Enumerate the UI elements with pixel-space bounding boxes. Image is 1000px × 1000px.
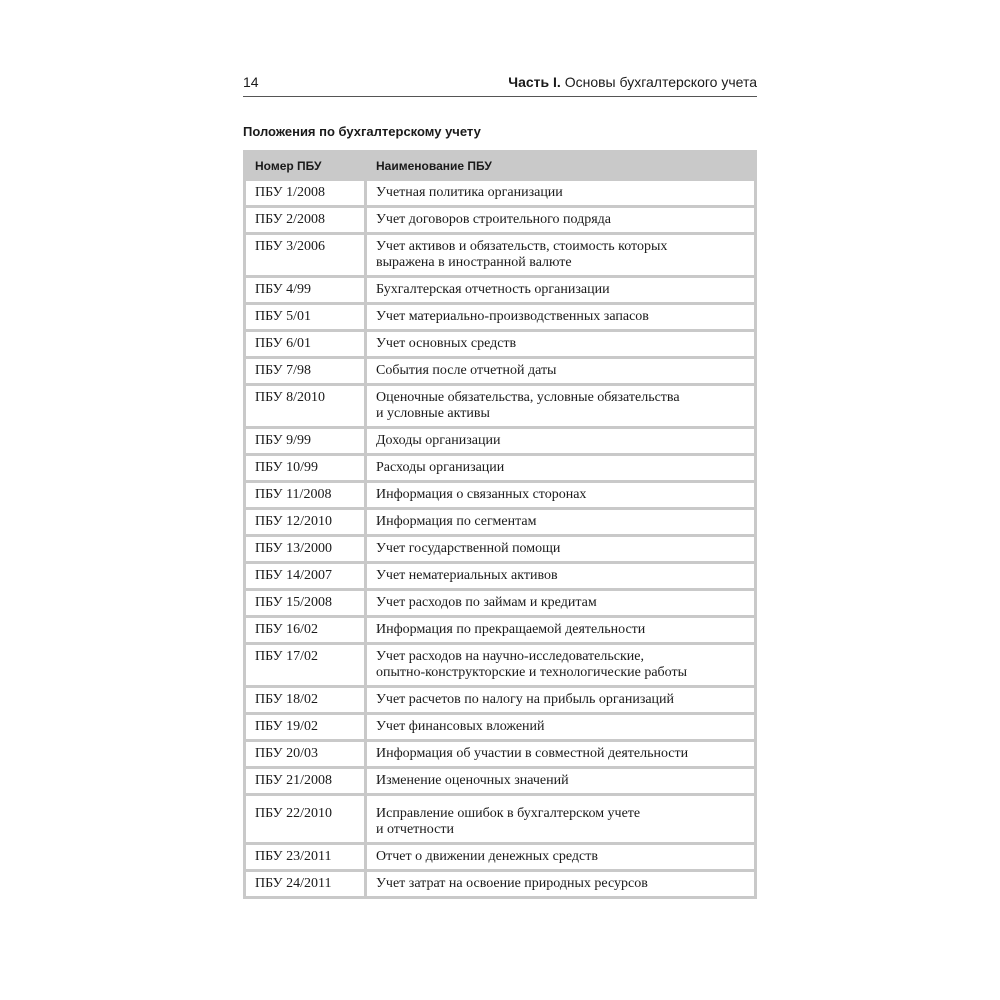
table-row: [246, 208, 754, 232]
pbu-table: [243, 150, 757, 899]
table-row: [246, 845, 754, 869]
pbu-name: Учет государственной помощи: [367, 537, 754, 561]
pbu-name: Отчет о движении денежных средств: [367, 845, 754, 869]
pbu-number: ПБУ 7/98: [246, 359, 364, 383]
table-row: [246, 359, 754, 383]
pbu-number: ПБУ 6/01: [246, 332, 364, 356]
table-row: [246, 796, 754, 842]
pbu-name: Учет расходов на научно-исследовательские, опытно-конструкторские и технологические работы: [367, 645, 754, 685]
table-header-row: [246, 153, 754, 178]
pbu-number: ПБУ 23/2011: [246, 845, 364, 869]
table-caption: Положения по бухгалтерскому учету: [243, 124, 481, 139]
pbu-number: ПБУ 4/99: [246, 278, 364, 302]
pbu-name: Учет финансовых вложений: [367, 715, 754, 739]
pbu-name: Учет расчетов по налогу на прибыль организаций: [367, 688, 754, 712]
pbu-name: Изменение оценочных значений: [367, 769, 754, 793]
pbu-name: Расходы организации: [367, 456, 754, 480]
running-head: [508, 74, 757, 90]
pbu-number: ПБУ 18/02: [246, 688, 364, 712]
pbu-number: ПБУ 15/2008: [246, 591, 364, 615]
pbu-name: Информация по сегментам: [367, 510, 754, 534]
table-row: [246, 645, 754, 685]
column-header-number: Номер ПБУ: [246, 153, 364, 178]
table-row: [246, 278, 754, 302]
table-row: [246, 564, 754, 588]
pbu-name: Учет затрат на освоение природных ресурсов: [367, 872, 754, 896]
pbu-number: ПБУ 10/99: [246, 456, 364, 480]
table-row: [246, 715, 754, 739]
pbu-number: ПБУ 20/03: [246, 742, 364, 766]
table-row: [246, 510, 754, 534]
pbu-number: ПБУ 16/02: [246, 618, 364, 642]
table-row: [246, 872, 754, 896]
table-row: [246, 618, 754, 642]
pbu-number: ПБУ 5/01: [246, 305, 364, 329]
part-title: Основы бухгалтерского учета: [564, 74, 757, 90]
page-header: [243, 70, 757, 97]
pbu-name: Доходы организации: [367, 429, 754, 453]
table-row: [246, 591, 754, 615]
table-row: [246, 456, 754, 480]
table-row: [246, 181, 754, 205]
pbu-name: Оценочные обязательства, условные обязательства и условные активы: [367, 386, 754, 426]
pbu-name: Учет основных средств: [367, 332, 754, 356]
pbu-number: ПБУ 19/02: [246, 715, 364, 739]
pbu-name: Бухгалтерская отчетность организации: [367, 278, 754, 302]
table-row: [246, 235, 754, 275]
table-row: [246, 386, 754, 426]
pbu-number: ПБУ 14/2007: [246, 564, 364, 588]
pbu-number: ПБУ 21/2008: [246, 769, 364, 793]
pbu-name: Учет материально-производственных запасов: [367, 305, 754, 329]
table-row: [246, 429, 754, 453]
table-row: [246, 483, 754, 507]
pbu-name: Учетная политика организации: [367, 181, 754, 205]
pbu-name: Учет активов и обязательств, стоимость которых выражена в иностранной валюте: [367, 235, 754, 275]
pbu-name: Информация о связанных сторонах: [367, 483, 754, 507]
pbu-name: Информация по прекращаемой деятельности: [367, 618, 754, 642]
pbu-number: ПБУ 8/2010: [246, 386, 364, 426]
pbu-number: ПБУ 24/2011: [246, 872, 364, 896]
pbu-number: ПБУ 11/2008: [246, 483, 364, 507]
page-number: 14: [243, 74, 259, 90]
pbu-number: ПБУ 2/2008: [246, 208, 364, 232]
pbu-number: ПБУ 12/2010: [246, 510, 364, 534]
pbu-number: ПБУ 13/2000: [246, 537, 364, 561]
column-header-name: Наименование ПБУ: [367, 153, 754, 178]
table-row: [246, 332, 754, 356]
pbu-number: ПБУ 22/2010: [246, 796, 364, 842]
pbu-name: Учет договоров строительного подряда: [367, 208, 754, 232]
table-row: [246, 537, 754, 561]
table-row: [246, 742, 754, 766]
table-row: [246, 305, 754, 329]
pbu-number: ПБУ 9/99: [246, 429, 364, 453]
table-row: [246, 769, 754, 793]
pbu-name: Информация об участии в совместной деятельности: [367, 742, 754, 766]
pbu-name: События после отчетной даты: [367, 359, 754, 383]
part-label: Часть I.: [508, 74, 561, 90]
pbu-number: ПБУ 1/2008: [246, 181, 364, 205]
pbu-name: Учет нематериальных активов: [367, 564, 754, 588]
pbu-name: Исправление ошибок в бухгалтерском учете и отчетности: [367, 796, 754, 842]
pbu-number: ПБУ 17/02: [246, 645, 364, 685]
pbu-number: ПБУ 3/2006: [246, 235, 364, 275]
table-row: [246, 688, 754, 712]
pbu-name: Учет расходов по займам и кредитам: [367, 591, 754, 615]
